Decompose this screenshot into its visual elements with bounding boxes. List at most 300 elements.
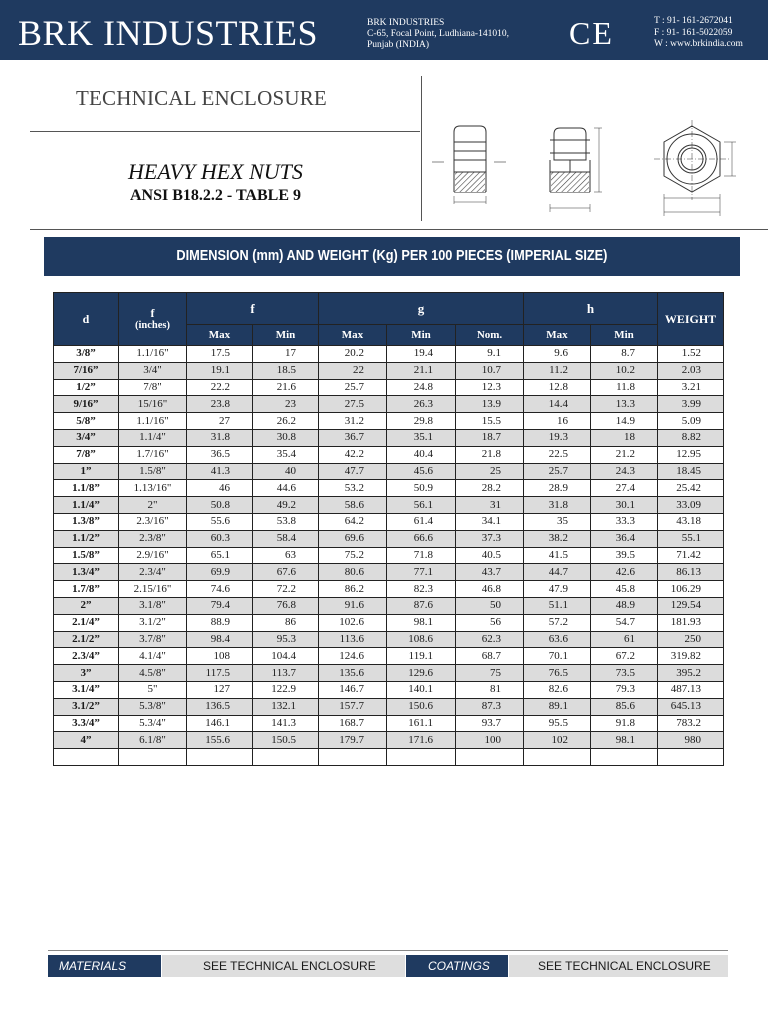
cell-f-min: 72.2 bbox=[253, 581, 319, 598]
cell-d: 2.3/4” bbox=[54, 648, 119, 665]
cell-h-min: 10.2 bbox=[591, 362, 658, 379]
cell-f-max: 65.1 bbox=[187, 547, 253, 564]
cell-h-min: 8.7 bbox=[591, 346, 658, 363]
cell-weight: 1.52 bbox=[658, 346, 724, 363]
cell-d: 5/8” bbox=[54, 413, 119, 430]
cell-h-min: 27.4 bbox=[591, 480, 658, 497]
cell-f-max: 36.5 bbox=[187, 446, 253, 463]
cell-g-min: 26.3 bbox=[387, 396, 456, 413]
cell-f-min: 17 bbox=[253, 346, 319, 363]
cell-d: 2” bbox=[54, 597, 119, 614]
cell-g-nom: 81 bbox=[456, 681, 524, 698]
cell-g-max: 25.7 bbox=[319, 379, 387, 396]
cell-f-min: 18.5 bbox=[253, 362, 319, 379]
cell-f-max: 17.5 bbox=[187, 346, 253, 363]
table-row bbox=[54, 597, 724, 614]
cell-d: 3.1/4” bbox=[54, 681, 119, 698]
cell-h-max: 82.6 bbox=[524, 681, 591, 698]
cell-g-max: 27.5 bbox=[319, 396, 387, 413]
cell-f-max: 74.6 bbox=[187, 581, 253, 598]
cell-f-min: 150.5 bbox=[253, 732, 319, 749]
cell-h-min: 24.3 bbox=[591, 463, 658, 480]
cell-g-min: 45.6 bbox=[387, 463, 456, 480]
table-row bbox=[54, 530, 724, 547]
cell-f-max: 79.4 bbox=[187, 597, 253, 614]
cell-f-min: 67.6 bbox=[253, 564, 319, 581]
cell-f-min: 113.7 bbox=[253, 665, 319, 682]
cell-f-max: 41.3 bbox=[187, 463, 253, 480]
cell-f-inches: 3.1/2" bbox=[119, 614, 187, 631]
cell-f-max: 127 bbox=[187, 681, 253, 698]
cell-f-max: 88.9 bbox=[187, 614, 253, 631]
cell-f-inches: 4.1/4" bbox=[119, 648, 187, 665]
cell-weight: 12.95 bbox=[658, 446, 724, 463]
dimension-table bbox=[53, 292, 724, 766]
cell-g-max: 135.6 bbox=[319, 665, 387, 682]
cell-h-max: 31.8 bbox=[524, 497, 591, 514]
cell-g-nom: 43.7 bbox=[456, 564, 524, 581]
cell-h-min: 11.8 bbox=[591, 379, 658, 396]
table-caption-banner bbox=[44, 237, 740, 276]
column-header-f-inches-unit: (inches) bbox=[135, 320, 170, 331]
cell-g-min: 50.9 bbox=[387, 480, 456, 497]
cell-g-nom: 37.3 bbox=[456, 530, 524, 547]
cell-h-max: 102 bbox=[524, 732, 591, 749]
table-row bbox=[54, 547, 724, 564]
cell-g-min: 19.4 bbox=[387, 346, 456, 363]
cell-f-inches: 1.1/4" bbox=[119, 429, 187, 446]
cell-g-max bbox=[319, 749, 387, 766]
cell-g-max: 157.7 bbox=[319, 698, 387, 715]
cell-g-max: 20.2 bbox=[319, 346, 387, 363]
cell-weight: 783.2 bbox=[658, 715, 724, 732]
table-row bbox=[54, 513, 724, 530]
cell-h-min: 30.1 bbox=[591, 497, 658, 514]
cell-d: 3/8” bbox=[54, 346, 119, 363]
cell-weight: 2.03 bbox=[658, 362, 724, 379]
cell-f-inches: 6.1/8" bbox=[119, 732, 187, 749]
cell-h-max: 28.9 bbox=[524, 480, 591, 497]
column-header-f-inches bbox=[119, 293, 187, 346]
cell-g-max: 80.6 bbox=[319, 564, 387, 581]
cell-f-inches: 2.9/16" bbox=[119, 547, 187, 564]
cell-g-min: 40.4 bbox=[387, 446, 456, 463]
cell-f-min: 35.4 bbox=[253, 446, 319, 463]
footer-divider bbox=[48, 950, 728, 951]
cell-h-max: 19.3 bbox=[524, 429, 591, 446]
cell-d: 2.1/2” bbox=[54, 631, 119, 648]
table-row bbox=[54, 446, 724, 463]
cell-f-inches bbox=[119, 749, 187, 766]
cell-g-min: 87.6 bbox=[387, 597, 456, 614]
phone-line: T : 91- 161-2672041 bbox=[654, 16, 733, 26]
cell-h-max: 76.5 bbox=[524, 665, 591, 682]
cell-f-min: 23 bbox=[253, 396, 319, 413]
cell-g-max: 36.7 bbox=[319, 429, 387, 446]
table-caption-text: DIMENSION (mm) AND WEIGHT (Kg) PER 100 PIECES (IMPERIAL SIZE) bbox=[176, 248, 608, 264]
column-header-f-inches-label: f bbox=[150, 306, 155, 320]
cell-f-min: 132.1 bbox=[253, 698, 319, 715]
cell-f-max bbox=[187, 749, 253, 766]
fax-line: F : 91- 161-5022059 bbox=[654, 27, 733, 38]
table-row bbox=[54, 564, 724, 581]
cell-g-nom: 18.7 bbox=[456, 429, 524, 446]
cell-h-min: 14.9 bbox=[591, 413, 658, 430]
table-row bbox=[54, 480, 724, 497]
cell-h-max: 57.2 bbox=[524, 614, 591, 631]
cell-f-max: 27 bbox=[187, 413, 253, 430]
table-row bbox=[54, 681, 724, 698]
cell-d: 3” bbox=[54, 665, 119, 682]
cell-weight: 3.99 bbox=[658, 396, 724, 413]
cell-d: 1.1/8” bbox=[54, 480, 119, 497]
cell-f-max: 23.8 bbox=[187, 396, 253, 413]
cell-weight bbox=[658, 749, 724, 766]
cell-f-max: 146.1 bbox=[187, 715, 253, 732]
coatings-label: COATINGS bbox=[406, 955, 508, 977]
cell-g-max: 69.6 bbox=[319, 530, 387, 547]
cell-g-nom: 87.3 bbox=[456, 698, 524, 715]
cell-h-max: 14.4 bbox=[524, 396, 591, 413]
cell-g-min: 171.6 bbox=[387, 732, 456, 749]
cell-f-min: 76.8 bbox=[253, 597, 319, 614]
cell-g-max: 86.2 bbox=[319, 581, 387, 598]
nut-side-drawing bbox=[550, 128, 602, 212]
section-title: TECHNICAL ENCLOSURE bbox=[76, 86, 327, 110]
cell-f-min: 49.2 bbox=[253, 497, 319, 514]
table-row bbox=[54, 648, 724, 665]
divider bbox=[30, 229, 768, 230]
cell-weight: 250 bbox=[658, 631, 724, 648]
cell-h-min bbox=[591, 749, 658, 766]
cell-g-max: 31.2 bbox=[319, 413, 387, 430]
table-row bbox=[54, 665, 724, 682]
svg-text:CE: CE bbox=[569, 18, 614, 48]
cell-h-min: 67.2 bbox=[591, 648, 658, 665]
cell-g-nom: 50 bbox=[456, 597, 524, 614]
cell-f-min: 63 bbox=[253, 547, 319, 564]
cell-f-max: 98.4 bbox=[187, 631, 253, 648]
cell-g-nom: 28.2 bbox=[456, 480, 524, 497]
table-row bbox=[54, 732, 724, 749]
table-row bbox=[54, 614, 724, 631]
product-title: HEAVY HEX NUTS bbox=[128, 159, 303, 184]
cell-h-max: 41.5 bbox=[524, 547, 591, 564]
standard-reference: ANSI B18.2.2 - TABLE 9 bbox=[130, 187, 301, 204]
cell-f-max: 155.6 bbox=[187, 732, 253, 749]
table-row bbox=[54, 698, 724, 715]
cell-h-min: 45.8 bbox=[591, 581, 658, 598]
cell-d: 1.1/2” bbox=[54, 530, 119, 547]
cell-weight: 43.18 bbox=[658, 513, 724, 530]
cell-h-min: 18 bbox=[591, 429, 658, 446]
cell-g-nom: 68.7 bbox=[456, 648, 524, 665]
table-row bbox=[54, 379, 724, 396]
cell-weight: 319.82 bbox=[658, 648, 724, 665]
address-line: Punjab (INDIA) bbox=[367, 40, 430, 50]
cell-d: 3/4” bbox=[54, 429, 119, 446]
table-row bbox=[54, 396, 724, 413]
coatings-value: SEE TECHNICAL ENCLOSURE bbox=[509, 955, 728, 977]
cell-d: 7/16” bbox=[54, 362, 119, 379]
cell-weight: 18.45 bbox=[658, 463, 724, 480]
company-address bbox=[367, 18, 509, 51]
cell-g-min: 140.1 bbox=[387, 681, 456, 698]
cell-g-nom: 62.3 bbox=[456, 631, 524, 648]
cell-f-min: 58.4 bbox=[253, 530, 319, 547]
cell-g-max: 146.7 bbox=[319, 681, 387, 698]
cell-g-max: 42.2 bbox=[319, 446, 387, 463]
cell-f-max: 117.5 bbox=[187, 665, 253, 682]
cell-d: 7/8” bbox=[54, 446, 119, 463]
column-header-h-max: Max bbox=[524, 325, 591, 346]
cell-h-max: 11.2 bbox=[524, 362, 591, 379]
cell-d: 2.1/4” bbox=[54, 614, 119, 631]
cell-d: 1.1/4” bbox=[54, 497, 119, 514]
cell-g-min: 77.1 bbox=[387, 564, 456, 581]
cell-d: 4” bbox=[54, 732, 119, 749]
cell-g-nom: 46.8 bbox=[456, 581, 524, 598]
column-group-f: f bbox=[187, 293, 319, 325]
cell-weight: 8.82 bbox=[658, 429, 724, 446]
cell-g-nom: 15.5 bbox=[456, 413, 524, 430]
cell-f-max: 31.8 bbox=[187, 429, 253, 446]
cell-d: 1.5/8” bbox=[54, 547, 119, 564]
cell-h-max: 44.7 bbox=[524, 564, 591, 581]
cell-h-max: 38.2 bbox=[524, 530, 591, 547]
table-row bbox=[54, 581, 724, 598]
cell-g-min: 82.3 bbox=[387, 581, 456, 598]
cell-g-min: 129.6 bbox=[387, 665, 456, 682]
cell-weight: 3.21 bbox=[658, 379, 724, 396]
column-header-f-max: Max bbox=[187, 325, 253, 346]
cell-h-min: 85.6 bbox=[591, 698, 658, 715]
cell-f-min bbox=[253, 749, 319, 766]
cell-d: 1” bbox=[54, 463, 119, 480]
cell-weight: 5.09 bbox=[658, 413, 724, 430]
cell-weight: 55.1 bbox=[658, 530, 724, 547]
cell-weight: 181.93 bbox=[658, 614, 724, 631]
column-header-h-min: Min bbox=[591, 325, 658, 346]
cell-f-max: 69.9 bbox=[187, 564, 253, 581]
cell-h-max: 16 bbox=[524, 413, 591, 430]
cell-f-max: 46 bbox=[187, 480, 253, 497]
cell-weight: 33.09 bbox=[658, 497, 724, 514]
cell-f-inches: 2.3/16" bbox=[119, 513, 187, 530]
cell-weight: 86.13 bbox=[658, 564, 724, 581]
table-row bbox=[54, 362, 724, 379]
cell-h-min: 36.4 bbox=[591, 530, 658, 547]
address-line: C-65, Focal Point, Ludhiana-141010, bbox=[367, 29, 509, 39]
cell-g-min: 21.1 bbox=[387, 362, 456, 379]
cell-h-min: 33.3 bbox=[591, 513, 658, 530]
cell-f-inches: 3/4" bbox=[119, 362, 187, 379]
cell-d: 9/16” bbox=[54, 396, 119, 413]
cell-f-inches: 4.5/8" bbox=[119, 665, 187, 682]
cell-f-inches: 2" bbox=[119, 497, 187, 514]
cell-h-max: 51.1 bbox=[524, 597, 591, 614]
cell-h-max: 95.5 bbox=[524, 715, 591, 732]
cell-g-nom: 34.1 bbox=[456, 513, 524, 530]
hex-nut-drawings bbox=[424, 120, 768, 224]
cell-h-max: 25.7 bbox=[524, 463, 591, 480]
cell-g-min: 24.8 bbox=[387, 379, 456, 396]
cell-d: 1.7/8” bbox=[54, 581, 119, 598]
cell-g-nom: 9.1 bbox=[456, 346, 524, 363]
cell-g-min: 161.1 bbox=[387, 715, 456, 732]
cell-weight: 395.2 bbox=[658, 665, 724, 682]
cell-f-inches: 5.3/8" bbox=[119, 698, 187, 715]
cell-g-max: 53.2 bbox=[319, 480, 387, 497]
address-line: BRK INDUSTRIES bbox=[367, 18, 445, 28]
cell-h-min: 54.7 bbox=[591, 614, 658, 631]
header-row bbox=[54, 293, 724, 325]
cell-weight: 106.29 bbox=[658, 581, 724, 598]
cell-g-max: 22 bbox=[319, 362, 387, 379]
cell-f-min: 95.3 bbox=[253, 631, 319, 648]
contact-details bbox=[654, 16, 743, 51]
cell-h-max: 63.6 bbox=[524, 631, 591, 648]
materials-label: MATERIALS bbox=[48, 955, 161, 977]
cell-d: 1.3/8” bbox=[54, 513, 119, 530]
cell-weight: 25.42 bbox=[658, 480, 724, 497]
cell-f-max: 19.1 bbox=[187, 362, 253, 379]
cell-f-max: 55.6 bbox=[187, 513, 253, 530]
cell-f-inches: 2.15/16" bbox=[119, 581, 187, 598]
cell-g-nom: 10.7 bbox=[456, 362, 524, 379]
cell-f-min: 104.4 bbox=[253, 648, 319, 665]
cell-g-nom: 56 bbox=[456, 614, 524, 631]
cell-f-min: 44.6 bbox=[253, 480, 319, 497]
cell-d: 1/2” bbox=[54, 379, 119, 396]
cell-g-min: 150.6 bbox=[387, 698, 456, 715]
cell-f-min: 26.2 bbox=[253, 413, 319, 430]
cell-f-min: 40 bbox=[253, 463, 319, 480]
cell-f-inches: 5.3/4" bbox=[119, 715, 187, 732]
cell-h-max: 47.9 bbox=[524, 581, 591, 598]
cell-g-max: 179.7 bbox=[319, 732, 387, 749]
cell-f-max: 50.8 bbox=[187, 497, 253, 514]
cell-weight: 980 bbox=[658, 732, 724, 749]
cell-f-inches: 3.1/8" bbox=[119, 597, 187, 614]
cell-g-min: 61.4 bbox=[387, 513, 456, 530]
cell-h-max: 12.8 bbox=[524, 379, 591, 396]
cell-f-inches: 15/16" bbox=[119, 396, 187, 413]
table-header bbox=[54, 293, 724, 346]
cell-f-inches: 1.5/8" bbox=[119, 463, 187, 480]
cell-g-nom: 75 bbox=[456, 665, 524, 682]
cell-g-min: 56.1 bbox=[387, 497, 456, 514]
cell-g-nom: 93.7 bbox=[456, 715, 524, 732]
cell-g-nom bbox=[456, 749, 524, 766]
cell-g-max: 113.6 bbox=[319, 631, 387, 648]
cell-f-min: 122.9 bbox=[253, 681, 319, 698]
cell-f-inches: 5" bbox=[119, 681, 187, 698]
nut-top-view-drawing bbox=[654, 120, 736, 216]
cell-h-max: 89.1 bbox=[524, 698, 591, 715]
cell-f-inches: 7/8" bbox=[119, 379, 187, 396]
cell-g-max: 91.6 bbox=[319, 597, 387, 614]
header-bar bbox=[0, 0, 768, 60]
cell-g-max: 47.7 bbox=[319, 463, 387, 480]
cell-h-max: 35 bbox=[524, 513, 591, 530]
cell-weight: 645.13 bbox=[658, 698, 724, 715]
column-header-d: d bbox=[54, 293, 119, 346]
cell-h-max bbox=[524, 749, 591, 766]
table-row bbox=[54, 413, 724, 430]
column-header-weight: WEIGHT bbox=[658, 293, 724, 346]
cell-f-inches: 1.1/16" bbox=[119, 346, 187, 363]
cell-f-inches: 1.13/16" bbox=[119, 480, 187, 497]
column-group-h: h bbox=[524, 293, 658, 325]
cell-h-max: 70.1 bbox=[524, 648, 591, 665]
table-row bbox=[54, 497, 724, 514]
column-header-g-max: Max bbox=[319, 325, 387, 346]
vertical-divider bbox=[421, 76, 422, 221]
cell-g-max: 124.6 bbox=[319, 648, 387, 665]
cell-g-max: 58.6 bbox=[319, 497, 387, 514]
cell-g-min: 108.6 bbox=[387, 631, 456, 648]
cell-g-nom: 12.3 bbox=[456, 379, 524, 396]
cell-g-min: 66.6 bbox=[387, 530, 456, 547]
nut-section-drawing bbox=[432, 126, 506, 204]
cell-h-min: 79.3 bbox=[591, 681, 658, 698]
cell-h-max: 9.6 bbox=[524, 346, 591, 363]
cell-h-min: 91.8 bbox=[591, 715, 658, 732]
cell-g-max: 168.7 bbox=[319, 715, 387, 732]
cell-weight: 129.54 bbox=[658, 597, 724, 614]
cell-g-min: 119.1 bbox=[387, 648, 456, 665]
table-row bbox=[54, 346, 724, 363]
company-name: BRK INDUSTRIES bbox=[18, 13, 319, 53]
cell-g-nom: 21.8 bbox=[456, 446, 524, 463]
ce-mark-icon bbox=[569, 18, 615, 48]
cell-h-min: 98.1 bbox=[591, 732, 658, 749]
cell-g-min: 35.1 bbox=[387, 429, 456, 446]
cell-g-max: 64.2 bbox=[319, 513, 387, 530]
cell-f-inches: 2.3/8" bbox=[119, 530, 187, 547]
column-header-f-min: Min bbox=[253, 325, 319, 346]
cell-h-min: 13.3 bbox=[591, 396, 658, 413]
cell-d: 3.3/4” bbox=[54, 715, 119, 732]
cell-g-nom: 25 bbox=[456, 463, 524, 480]
cell-f-min: 21.6 bbox=[253, 379, 319, 396]
cell-h-min: 73.5 bbox=[591, 665, 658, 682]
cell-g-min: 98.1 bbox=[387, 614, 456, 631]
cell-f-min: 86 bbox=[253, 614, 319, 631]
materials-value: SEE TECHNICAL ENCLOSURE bbox=[162, 955, 405, 977]
cell-f-max: 136.5 bbox=[187, 698, 253, 715]
cell-f-inches: 1.7/16" bbox=[119, 446, 187, 463]
cell-f-min: 30.8 bbox=[253, 429, 319, 446]
table-row bbox=[54, 749, 724, 766]
cell-f-max: 60.3 bbox=[187, 530, 253, 547]
cell-g-min: 71.8 bbox=[387, 547, 456, 564]
cell-g-nom: 100 bbox=[456, 732, 524, 749]
divider bbox=[30, 131, 420, 132]
cell-weight: 487.13 bbox=[658, 681, 724, 698]
column-header-g-nom: Nom. bbox=[456, 325, 524, 346]
table-row bbox=[54, 715, 724, 732]
cell-h-min: 21.2 bbox=[591, 446, 658, 463]
cell-f-inches: 3.7/8" bbox=[119, 631, 187, 648]
cell-d: 1.3/4” bbox=[54, 564, 119, 581]
table-row bbox=[54, 429, 724, 446]
cell-f-max: 22.2 bbox=[187, 379, 253, 396]
table-row bbox=[54, 463, 724, 480]
cell-g-min bbox=[387, 749, 456, 766]
column-group-g: g bbox=[319, 293, 524, 325]
